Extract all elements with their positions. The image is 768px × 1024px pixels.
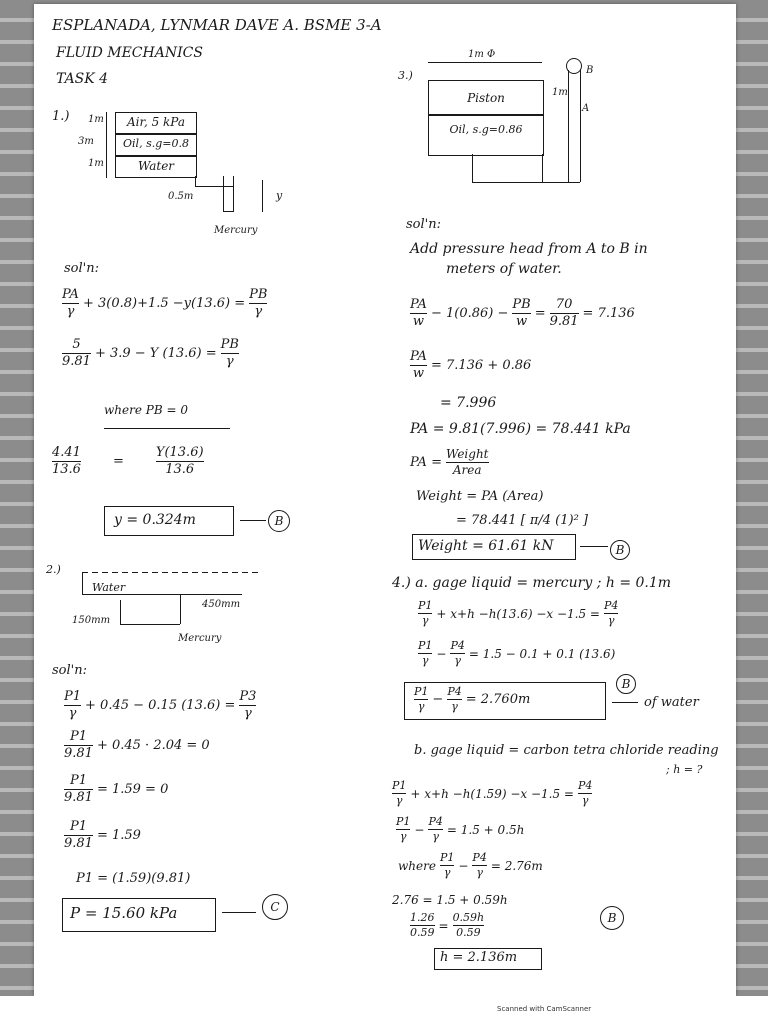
- fraction: $\frac{P1}{\gamma}$: [396, 815, 411, 844]
- equation-4: $\frac{P1}{\gamma}$ − $\frac{P4}{\gamma}$ = 1.5 + 0.5h: [396, 815, 525, 844]
- equation-3: = 7.996: [440, 395, 497, 411]
- equation-1: $\frac{PA}{\gamma}$ + 3(0.8)+1.5 −y(13.6) = $\frac{PB}{\gamma}$: [62, 287, 268, 320]
- equation-1: $\frac{PA}{w}$ − 1(0.86) − $\frac{PB}{w}$ = $\frac{70}{9.81}$ = 7.136: [410, 297, 635, 330]
- answer-4a: $\frac{P1}{\gamma}$ − $\frac{P4}{\gamma}$ = 2.760m: [414, 685, 531, 714]
- note-line-2: meters of water.: [446, 261, 562, 277]
- fraction: $\frac{P1}{\gamma}$: [418, 599, 433, 628]
- of-water-note: of water: [644, 695, 699, 710]
- equation-3: $\frac{P1}{9.81}$ = 1.59 = 0: [64, 773, 169, 806]
- dim-150: 150mm: [72, 615, 111, 626]
- dim-label: 1m: [88, 114, 104, 125]
- y-label: y: [276, 189, 283, 202]
- mercury-label: Mercury: [178, 633, 222, 644]
- fraction: $\frac{P1}{\gamma}$: [392, 779, 407, 808]
- fraction: $\frac{0.59h}{0.59}$: [452, 911, 485, 940]
- oil-cell: Oil, s.g=0.86: [428, 114, 544, 156]
- piston-cell: Piston: [428, 80, 544, 116]
- equation-4: $\frac{P1}{9.81}$ = 1.59: [64, 819, 141, 852]
- pipe-line: [82, 572, 262, 573]
- fraction: $\frac{P1}{9.81}$: [64, 729, 93, 762]
- fraction: $\frac{PB}{\gamma}$: [220, 337, 239, 370]
- fraction: $\frac{P1}{\gamma}$: [414, 685, 429, 714]
- fraction: $\frac{4.41}{13.6}$: [52, 445, 81, 478]
- equation-7: $\frac{1.26}{0.59}$ = $\frac{0.59h}{0.59}$: [410, 911, 485, 940]
- problem-3-number: 3.): [398, 69, 413, 82]
- manometer-pipe: [195, 186, 233, 187]
- manometer-pipe: [120, 600, 121, 624]
- fraction: $\frac{P1}{\gamma}$: [439, 851, 455, 880]
- equation-1: $\frac{P1}{\gamma}$ + x+h −h(13.6) −x −1.5 = $\frac{P4}{\gamma}$: [418, 599, 619, 628]
- equation-5: P1 = (1.59)(9.81): [76, 871, 191, 886]
- pipe-line: [82, 572, 83, 594]
- fraction: $\frac{PB}{w}$: [512, 297, 531, 330]
- solution-heading: sol'n:: [64, 261, 99, 276]
- equation-6: 2.76 = 1.5 + 0.59h: [392, 893, 508, 907]
- water-label: Water: [92, 581, 126, 594]
- dim-label: 3m: [78, 136, 94, 147]
- answer-4b: h = 2.136m: [440, 950, 518, 965]
- height-label: 1m: [552, 87, 568, 98]
- note-line-1: Add pressure head from A to B in: [410, 241, 648, 257]
- underline: [104, 428, 230, 429]
- fraction: $\frac{P4}{\gamma}$: [603, 599, 619, 628]
- arrow: [240, 520, 266, 521]
- dim-arrow: [106, 112, 107, 178]
- where-note: where PB = 0: [104, 403, 188, 417]
- arrow: [612, 702, 638, 703]
- tank-oil-cell: Oil, s.g=0.8: [115, 134, 197, 156]
- equation-6: Weight = PA (Area): [416, 489, 544, 504]
- tube-line: [472, 182, 580, 183]
- fraction: $\frac{Y(13.6)}{13.6}$: [155, 445, 204, 478]
- problem-2-number: 2.): [46, 563, 61, 576]
- equation-7: = 78.441 [ π/4 (1)² ]: [456, 513, 589, 528]
- scanner-credit: Scanned with CamScanner: [497, 1005, 592, 1013]
- fraction: $\frac{P3}{\gamma}$: [239, 689, 257, 722]
- fraction: $\frac{P1}{9.81}$: [64, 773, 93, 806]
- choice-circle: B: [600, 906, 624, 930]
- task-title: TASK 4: [56, 71, 109, 87]
- tube-line: [542, 154, 543, 182]
- tube-line: [568, 70, 569, 182]
- solution-heading: sol'n:: [52, 663, 87, 678]
- tank-air-cell: Air, 5 kPa: [115, 112, 197, 134]
- fraction: $\frac{P1}{\gamma}$: [64, 689, 82, 722]
- equation-2: $\frac{P1}{9.81}$ + 0.45 · 2.04 = 0: [64, 729, 210, 762]
- dim-label: 1m: [88, 158, 104, 169]
- scanner-footer: [0, 996, 768, 1024]
- arrow: [222, 912, 256, 913]
- answer-2: P = 15.60 kPa: [70, 904, 178, 922]
- tube-line: [472, 154, 473, 182]
- problem-4a-line: 4.) a. gage liquid = mercury ; h = 0.1m: [392, 575, 672, 591]
- fraction: $\frac{\text{Weight}}{\text{Area}}$: [445, 447, 489, 478]
- label-b: B: [586, 65, 594, 76]
- diameter-label: 1m Φ: [468, 49, 496, 60]
- equation-3: $\frac{P1}{\gamma}$ + x+h −h(1.59) −x −1.5 = $\frac{P4}{\gamma}$: [392, 779, 593, 808]
- equation-3: $\frac{4.41}{13.6}$ = $\frac{Y(13.6)}{13.6}$: [52, 445, 204, 478]
- manometer-pipe: [262, 180, 263, 212]
- manometer-pipe: [233, 176, 234, 212]
- choice-circle: B: [616, 674, 636, 694]
- choice-circle: C: [262, 894, 288, 920]
- manometer-pipe: [180, 594, 181, 624]
- manometer-pipe: [223, 176, 224, 212]
- tank-water-cell: Water: [115, 156, 197, 178]
- mercury-label: Mercury: [214, 225, 258, 236]
- fraction: $\frac{P4}{\gamma}$: [472, 851, 487, 880]
- arrow: [580, 546, 608, 547]
- problem-4b-line: b. gage liquid = carbon tetra chloride reading: [414, 743, 719, 758]
- tube-line: [580, 70, 581, 182]
- gage-icon: [566, 58, 582, 74]
- fraction: $\frac{P1}{\gamma}$: [418, 639, 433, 668]
- fraction: $\frac{P4}{\gamma}$: [450, 639, 465, 668]
- fraction: $\frac{PB}{\gamma}$: [249, 287, 268, 320]
- student-name-line: ESPLANADA, LYNMAR DAVE A. BSME 3-A: [52, 16, 382, 34]
- problem-1-number: 1.): [52, 109, 70, 124]
- fraction: $\frac{PA}{w}$: [410, 297, 427, 330]
- equation-5: PA = $\frac{\text{Weight}}{\text{Area}}$: [410, 447, 489, 478]
- solution-heading: sol'n:: [406, 217, 441, 232]
- fraction: $\frac{70}{9.81}$: [549, 297, 579, 330]
- fraction: $\frac{P4}{\gamma}$: [428, 815, 443, 844]
- fraction: $\frac{P4}{\gamma}$: [577, 779, 593, 808]
- choice-circle: B: [610, 540, 630, 560]
- fraction: $\frac{P1}{9.81}$: [64, 819, 93, 852]
- equation-2: $\frac{P1}{\gamma}$ − $\frac{P4}{\gamma}$ = 1.5 − 0.1 + 0.1 (13.6): [418, 639, 616, 668]
- fraction: $\frac{5}{9.81}$: [62, 337, 91, 370]
- dim-line: [428, 62, 542, 63]
- dim-450: 450mm: [202, 599, 241, 610]
- manometer-pipe: [120, 624, 180, 625]
- fraction: $\frac{P4}{\gamma}$: [447, 685, 462, 714]
- equation-2: $\frac{5}{9.81}$ + 3.9 − Y (13.6) = $\frac{PB}{\gamma}$: [62, 337, 239, 370]
- equation-1: $\frac{P1}{\gamma}$ + 0.45 − 0.15 (13.6) = $\frac{P3}{\gamma}$: [64, 689, 257, 722]
- pipe-line: [82, 594, 242, 595]
- manometer-pipe: [223, 211, 234, 212]
- depth-label: 0.5m: [168, 191, 194, 202]
- fraction: $\frac{PA}{\gamma}$: [62, 287, 79, 320]
- answer-1: y = 0.324m: [114, 512, 196, 528]
- answer-3: Weight = 61.61 kN: [418, 538, 554, 554]
- label-a: A: [582, 103, 590, 114]
- problem-4b-line-2: ; h = ?: [666, 763, 703, 776]
- fraction: $\frac{PA}{w}$: [410, 349, 427, 382]
- equation-5: where $\frac{P1}{\gamma}$ − $\frac{P4}{\gamma}$ = 2.76m: [398, 851, 543, 880]
- equation-2: $\frac{PA}{w}$ = 7.136 + 0.86: [410, 349, 532, 382]
- equation-4: PA = 9.81(7.996) = 78.441 kPa: [410, 421, 631, 437]
- choice-circle: B: [268, 510, 290, 532]
- manometer-pipe: [195, 176, 196, 186]
- fraction: $\frac{1.26}{0.59}$: [410, 911, 435, 940]
- course-title: FLUID MECHANICS: [56, 45, 203, 61]
